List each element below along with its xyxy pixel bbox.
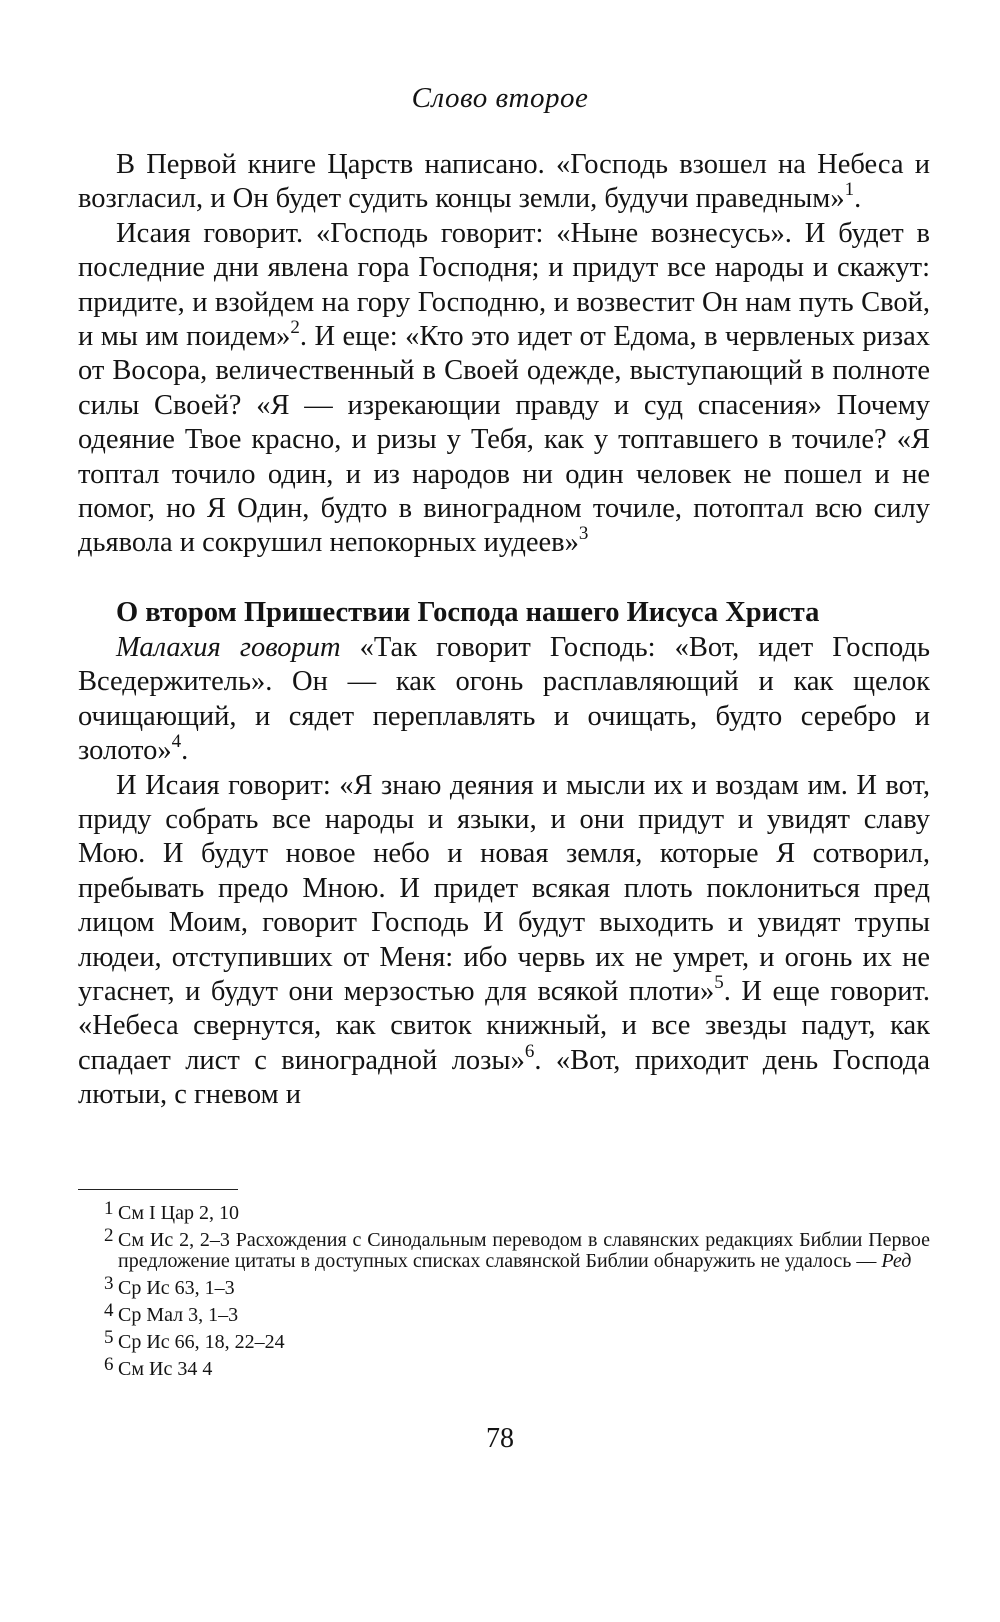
footnotes bbox=[78, 1198, 930, 1386]
main-text bbox=[78, 148, 930, 1113]
footnote-text: Ср Мал 3, 1–3 bbox=[118, 1304, 239, 1326]
footnote-number: 3 bbox=[104, 1273, 114, 1294]
footnote-ref-5: 5 bbox=[714, 971, 724, 993]
running-title: Слово второе bbox=[411, 82, 589, 114]
paragraph-4: И Исаия говорит: «Я знаю деяния и мысли их и воздам им. И вот, приду собрать все народы и языки, и они придут и увидят славу Мою. И будут новое небо и новая земля, которые Я сотворил, пребывать предо Мною. И придет всякая плоть поклониться пред лицом Моим, говорит Господь И будут выходить и увидят трупы людеи, отступивших от Меня: ибо червь их не умрет, и огонь их не угаснет, и будут они мерзостью для всякой плоти»$^5$. И еще говорит. «Небеса свернутся, как свиток книжный, и все звезды падут, как спадает лист с виноградной лозы»$^6$. «Вот, приходит день Господа лютыи, с гневом и bbox=[78, 769, 930, 1111]
footnote-ref-3: 3 bbox=[578, 523, 589, 545]
paragraph-1: В Первой книге Царств написано. «Господь взошел на Небеса и возгласил, и Он будет судить концы земли, будучи праведным»$^1$. bbox=[78, 149, 930, 215]
footnote-text: См Ис 34 4 bbox=[118, 1358, 213, 1380]
footnote-ref-4: 4 bbox=[171, 731, 182, 753]
footnote-number: 2 bbox=[104, 1225, 114, 1246]
page-number: 78 bbox=[486, 1423, 514, 1454]
footnote-text: См Ис 2, 2–3 Расхождения с Синодальным переводом в славянских редакциях Библии Первое предложение цитаты в доступных списках славянской Библии обнаружить не удалось — Ред bbox=[118, 1229, 930, 1272]
footnote-ref-2: 2 bbox=[290, 317, 300, 339]
footnote bbox=[78, 1273, 930, 1299]
footnote-number: 1 bbox=[104, 1198, 114, 1219]
footnote bbox=[78, 1354, 930, 1380]
footnote-number: 4 bbox=[104, 1300, 114, 1321]
section-heading: О втором Пришествии Господа нашего Иисуса Христа bbox=[116, 596, 820, 628]
footnote-ref-6: 6 bbox=[524, 1040, 535, 1062]
footnote-number: 5 bbox=[104, 1327, 114, 1348]
footnote-divider bbox=[78, 1189, 238, 1190]
paragraph-3: Малахия говорит «Так говорит Господь: «Вот, идет Господь Вседержитель». Он — как огонь расплавляющий и как щелок очищающий, и сядет переплавлять и очищать, будто серебро и золото»$^4$. bbox=[78, 631, 930, 767]
editor-mark: Ред bbox=[881, 1250, 912, 1272]
footnote bbox=[78, 1198, 930, 1224]
footnote-text: См I Цар 2, 10 bbox=[118, 1202, 239, 1224]
footnote bbox=[78, 1225, 930, 1272]
footnote bbox=[78, 1327, 930, 1353]
footnote-number: 6 bbox=[104, 1354, 114, 1375]
footnote bbox=[78, 1300, 930, 1326]
footnote-text: Ср Ис 66, 18, 22–24 bbox=[118, 1331, 285, 1353]
footnote-text: Ср Ис 63, 1–3 bbox=[118, 1277, 235, 1299]
footnote-ref-1: 1 bbox=[844, 179, 855, 201]
paragraph-2: Исаия говорит. «Господь говорит: «Ныне вознесусь». И будет в последние дни явлена гора Господня; и придут все народы и скажут: придите, и взойдем на гору Господню, и возвестит Он нам путь Свой, и мы им поидем»$^2$. И еще: «Кто это идет от Едома, в червленых ризах от Восора, величественный в Своей одежде, выступающий в полноте силы Своей? «Я — изрекающии правду и суд спасения» Почему одеяние Твое красно, и ризы у Тебя, как у топтавшего в точиле? «Я топтал точило один, и из народов ни один человек не пошел и не помог, но Я Один, будто в виноградном точиле, потоптал всю силу дьявола и сокрушил непокорных иудеев»$^3$ bbox=[78, 217, 930, 559]
